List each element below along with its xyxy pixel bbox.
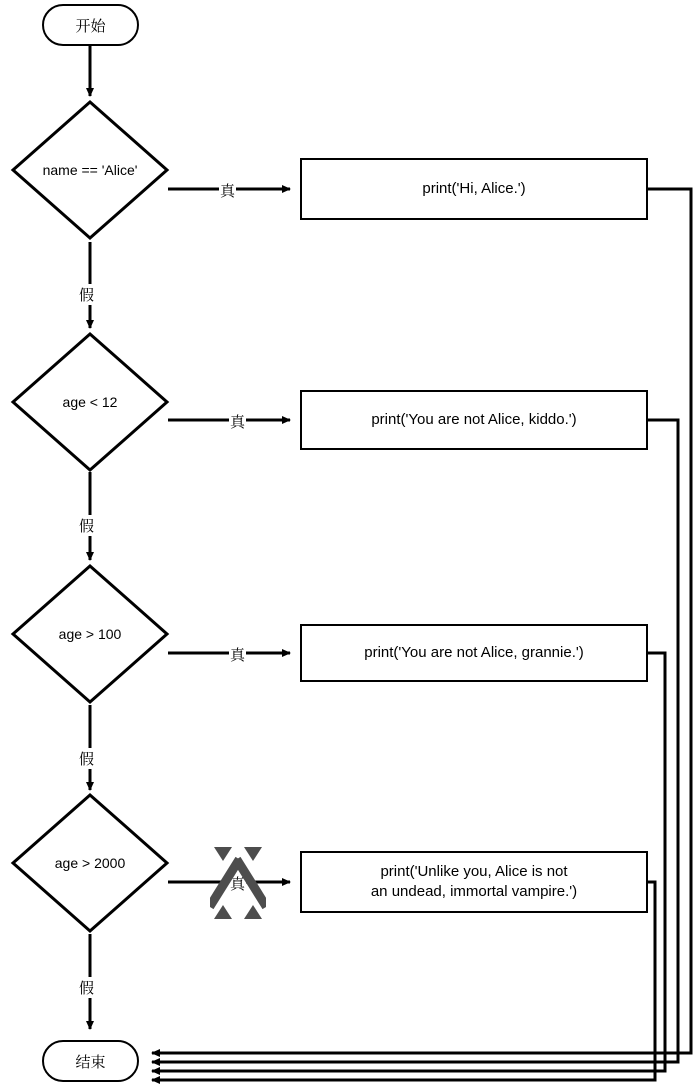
edge-label-false-2: 假 <box>78 515 95 536</box>
edge-label-true-1: 真 <box>219 180 236 201</box>
node-action-2 <box>300 390 648 450</box>
edge-label-false-1: 假 <box>78 284 95 305</box>
edge-label-true-4: 真 <box>229 873 246 894</box>
node-condition-3 <box>10 563 170 705</box>
node-end-label: 结束 <box>75 1053 106 1071</box>
node-action-1 <box>300 158 648 220</box>
node-start <box>42 4 139 46</box>
node-condition-3-label: age > 100 <box>58 626 122 642</box>
node-condition-2 <box>10 331 170 473</box>
edge-label-true-2: 真 <box>229 411 246 432</box>
node-action-2-label: print('You are not Alice, kiddo.') <box>371 410 577 428</box>
node-action-3 <box>300 624 648 682</box>
node-condition-2-label: age < 12 <box>62 394 118 410</box>
node-condition-4 <box>10 792 170 934</box>
node-condition-4-label: age > 2000 <box>54 855 126 871</box>
node-end <box>42 1040 139 1082</box>
node-action-1-label: print('Hi, Alice.') <box>422 179 526 197</box>
node-action-4 <box>300 851 648 913</box>
move-cursor-icon <box>210 845 266 921</box>
node-action-4-label-line2: an undead, immortal vampire.') <box>370 883 578 900</box>
edge-label-false-4: 假 <box>78 977 95 998</box>
edge-label-false-3: 假 <box>78 748 95 769</box>
node-condition-1 <box>10 99 170 241</box>
node-action-3-label: print('You are not Alice, grannie.') <box>364 643 584 661</box>
node-start-label: 开始 <box>75 17 106 35</box>
move-cursor <box>210 845 266 926</box>
node-action-4-label-line1: print('Unlike you, Alice is not <box>380 862 568 880</box>
node-condition-1-label: name == 'Alice' <box>42 162 138 178</box>
edge-label-true-3: 真 <box>229 644 246 665</box>
